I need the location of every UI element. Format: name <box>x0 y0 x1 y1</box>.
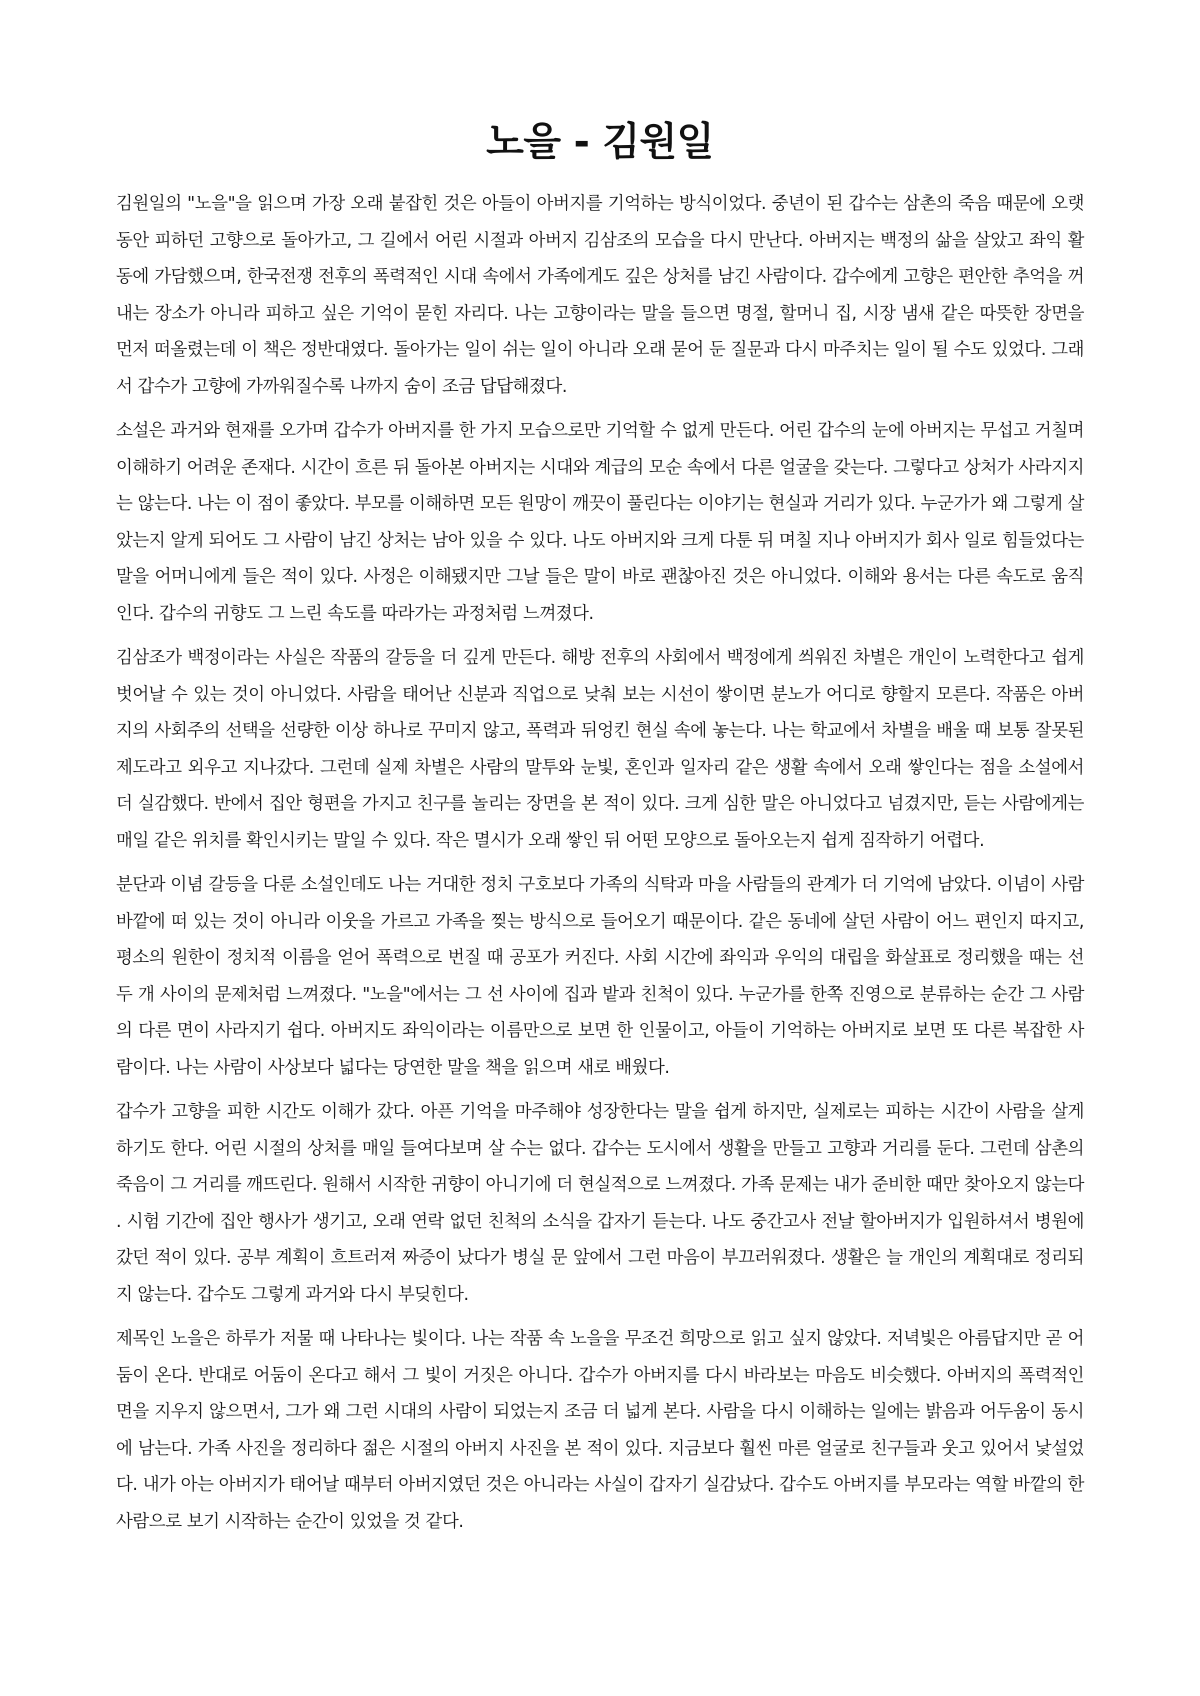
essay-paragraph: 김원일의 "노을"을 읽으며 가장 오래 붙잡힌 것은 아들이 아버지를 기억하는 방식이었다. 중년이 된 갑수는 삼촌의 죽음 때문에 오랫동안 피하던 고향으로 돌아가고, 그 길에서 어린 시절과 아버지 김삼조의 모습을 다시 만난다. 아버지는 백정의 삶을 살았고 좌익 활동에 가담했으며, 한국전쟁 전후의 폭력적인 시대 속에서 가족에게도 깊은 상처를 남긴 사람이다. 갑수에게 고향은 편안한 추억을 꺼내는 장소가 아니라 피하고 싶은 기억이 묻힌 자리다. 나는 고향이라는 말을 들으면 명절, 할머니 집, 시장 냄새 같은 따뜻한 장면을 먼저 떠올렸는데 이 책은 정반대였다. 돌아가는 일이 쉬는 일이 아니라 오래 묻어 둔 질문과 다시 마주치는 일이 될 수도 있었다. 그래서 갑수가 고향에 가까워질수록 나까지 숨이 조금 답답해졌다. <box>116 194 1084 397</box>
essay-paragraph: 갑수가 고향을 피한 시간도 이해가 갔다. 아픈 기억을 마주해야 성장한다는 말을 쉽게 하지만, 실제로는 피하는 시간이 사람을 살게 하기도 한다. 어린 시절의 상처를 매일 들여다보며 살 수는 없다. 갑수는 도시에서 생활을 만들고 고향과 거리를 둔다. 그런데 삼촌의 죽음이 그 거리를 깨뜨린다. 원해서 시작한 귀향이 아니기에 더 현실적으로 느껴졌다. 가족 문제는 내가 준비한 때만 찾아오지 않는다. 시험 기간에 집안 행사가 생기고, 오래 연락 없던 친척의 소식을 갑자기 듣는다. 나도 중간고사 전날 할아버지가 입원하셔서 병원에 갔던 적이 있다. 공부 계획이 흐트러져 짜증이 났다가 병실 문 앞에서 그런 마음이 부끄러워졌다. 생활은 늘 개인의 계획대로 정리되지 않는다. 갑수도 그렇게 과거와 다시 부딪힌다. <box>116 1102 1084 1305</box>
essay-paragraph: 분단과 이념 갈등을 다룬 소설인데도 나는 거대한 정치 구호보다 가족의 식탁과 마을 사람들의 관계가 더 기억에 남았다. 이념이 사람 바깥에 떠 있는 것이 아니라 이웃을 가르고 가족을 찢는 방식으로 들어오기 때문이다. 같은 동네에 살던 사람이 어느 편인지 따지고, 평소의 원한이 정치적 이름을 얻어 폭력으로 번질 때 공포가 커진다. 사회 시간에 좌익과 우익의 대립을 화살표로 정리했을 때는 선 두 개 사이의 문제처럼 느껴졌다. "노을"에서는 그 선 사이에 집과 밭과 친척이 있다. 누군가를 한쪽 진영으로 분류하는 순간 그 사람의 다른 면이 사라지기 쉽다. 아버지도 좌익이라는 이름만으로 보면 한 인물이고, 아들이 기억하는 아버지로 보면 또 다른 복잡한 사람이다. 나는 사람이 사상보다 넓다는 당연한 말을 책을 읽으며 새로 배웠다. <box>116 875 1084 1078</box>
essay-paragraph: 제목인 노을은 하루가 저물 때 나타나는 빛이다. 나는 작품 속 노을을 무조건 희망으로 읽고 싶지 않았다. 저녁빛은 아름답지만 곧 어둠이 온다. 반대로 어둠이 온다고 해서 그 빛이 거짓은 아니다. 갑수가 아버지를 다시 바라보는 마음도 비슷했다. 아버지의 폭력적인 면을 지우지 않으면서, 그가 왜 그런 시대의 사람이 되었는지 조금 더 넓게 본다. 사람을 다시 이해하는 일에는 밝음과 어두움이 동시에 남는다. 가족 사진을 정리하다 젊은 시절의 아버지 사진을 본 적이 있다. 지금보다 훨씬 마른 얼굴로 친구들과 웃고 있어서 낯설었다. 내가 아는 아버지가 태어날 때부터 아버지였던 것은 아니라는 사실이 갑자기 실감났다. 갑수도 아버지를 부모라는 역할 바깥의 한 사람으로 보기 시작하는 순간이 있었을 것 같다. <box>116 1329 1084 1532</box>
essay-paragraph: 소설은 과거와 현재를 오가며 갑수가 아버지를 한 가지 모습으로만 기억할 수 없게 만든다. 어린 갑수의 눈에 아버지는 무섭고 거칠며 이해하기 어려운 존재다. 시간이 흐른 뒤 돌아본 아버지는 시대와 계급의 모순 속에서 다른 얼굴을 갖는다. 그렇다고 상처가 사라지지는 않는다. 나는 이 점이 좋았다. 부모를 이해하면 모든 원망이 깨끗이 풀린다는 이야기는 현실과 거리가 있다. 누군가가 왜 그렇게 살았는지 알게 되어도 그 사람이 남긴 상처는 남아 있을 수 있다. 나도 아버지와 크게 다툰 뒤 며칠 지나 아버지가 회사 일로 힘들었다는 말을 어머니에게 들은 적이 있다. 사정은 이해됐지만 그날 들은 말이 바로 괜찮아진 것은 아니었다. 이해와 용서는 다른 속도로 움직인다. 갑수의 귀향도 그 느린 속도를 따라가는 과정처럼 느껴졌다. <box>116 421 1084 624</box>
essay-paragraph: 김삼조가 백정이라는 사실은 작품의 갈등을 더 깊게 만든다. 해방 전후의 사회에서 백정에게 씌워진 차별은 개인이 노력한다고 쉽게 벗어날 수 있는 것이 아니었다. 사람을 태어난 신분과 직업으로 낮춰 보는 시선이 쌓이면 분노가 어디로 향할지 모른다. 작품은 아버지의 사회주의 선택을 선량한 이상 하나로 꾸미지 않고, 폭력과 뒤엉킨 현실 속에 놓는다. 나는 학교에서 차별을 배울 때 보통 잘못된 제도라고 외우고 지나갔다. 그런데 실제 차별은 사람의 말투와 눈빛, 혼인과 일자리 같은 생활 속에서 오래 쌓인다는 점을 소설에서 더 실감했다. 반에서 집안 형편을 가지고 친구를 놀리는 장면을 본 적이 있다. 크게 심한 말은 아니었다고 넘겼지만, 듣는 사람에게는 매일 같은 위치를 확인시키는 말일 수 있다. 작은 멸시가 오래 쌓인 뒤 어떤 모양으로 돌아오는지 쉽게 짐작하기 어렵다. <box>116 648 1084 851</box>
essay-body <box>116 186 1084 1540</box>
document-page <box>116 112 1084 1548</box>
document-title: 노을 - 김원일 <box>486 120 714 165</box>
